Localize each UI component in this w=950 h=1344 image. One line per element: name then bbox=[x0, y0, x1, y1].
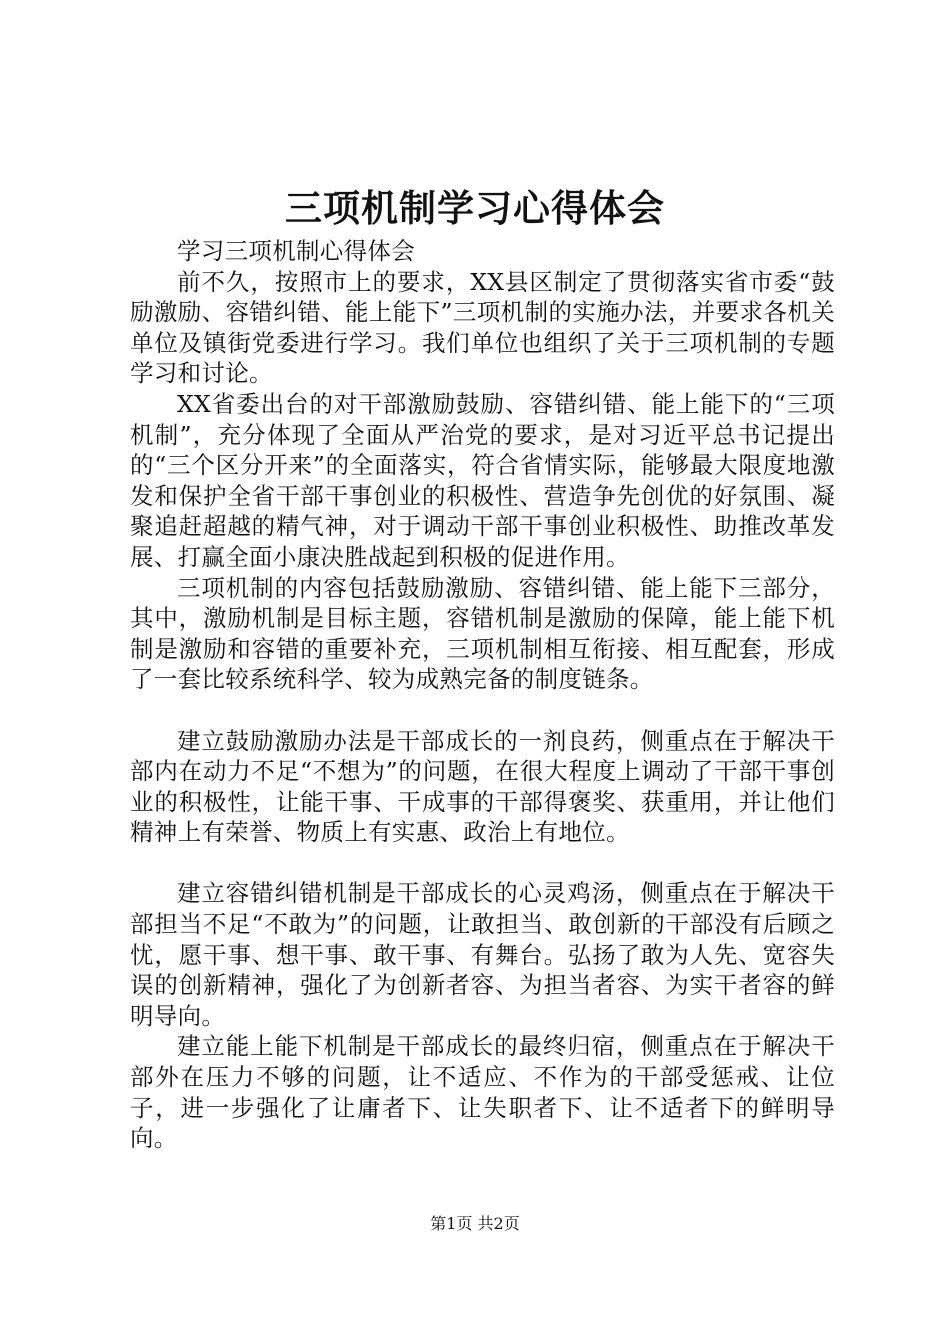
document-subtitle: 学习三项机制心得体会 bbox=[177, 237, 415, 265]
paragraph-2: XX省委出台的对干部激励鼓励、容错纠错、能上能下的“三项机制”，充分体现了全面从严治党的要求，是对习近平总书记提出的“三个区分开来”的全面落实，符合省情实际，能够最大限度地激发和保护全省干部干事创业的积极性、营造争先创优的好氛围、凝聚追赶超越的精气神，对于调动干部干事创业积极性、助推改革发展、打赢全面小康决胜战起到积极的促进作用。 bbox=[130, 389, 835, 571]
page-footer: 第1页 共2页 bbox=[430, 1214, 520, 1233]
paragraph-spacer bbox=[130, 695, 835, 726]
paragraph-4: 建立鼓励激励办法是干部成长的一剂良药，侧重点在于解决干部内在动力不足“不想为”的问题，在很大程度上调动了干部干事创业的积极性，让能干事、干成事的干部得褒奖、获重用，并让他们精神上有荣誉、物质上有实惠、政治上有地位。 bbox=[130, 726, 835, 847]
paragraph-3: 三项机制的内容包括鼓励激励、容错纠错、能上能下三部分，其中，激励机制是目标主题，容错机制是激励的保障，能上能下机制是激励和容错的重要补充，三项机制相互衔接、相互配套，形成了一套比较系统科学、较为成熟完备的制度链条。 bbox=[130, 573, 835, 694]
paragraph-1: 前不久，按照市上的要求，XX县区制定了贯彻落实省市委“鼓励激励、容错纠错、能上能下”三项机制的实施办法，并要求各机关单位及镇街党委进行学习。我们单位也组织了关于三项机制的专题学习和讨论。 bbox=[130, 267, 835, 388]
paragraph-5: 建立容错纠错机制是干部成长的心灵鸡汤，侧重点在于解决干部担当不足“不敢为”的问题，让敢担当、敢创新的干部没有后顾之忧，愿干事、想干事、敢干事、有舞台。弘扬了敢为人先、宽容失误的创新精神，强化了为创新者容、为担当者容、为实干者容的鲜明导向。 bbox=[130, 879, 835, 1030]
document-body bbox=[130, 236, 835, 1154]
paragraph-6: 建立能上能下机制是干部成长的最终归宿，侧重点在于解决干部外在压力不够的问题，让不适应、不作为的干部受惩戒、让位子，进一步强化了让庸者下、让失职者下、让不适者下的鲜明导向。 bbox=[130, 1032, 835, 1153]
document-title: 三项机制学习心得体会 bbox=[285, 186, 665, 230]
paragraph-spacer bbox=[130, 848, 835, 879]
